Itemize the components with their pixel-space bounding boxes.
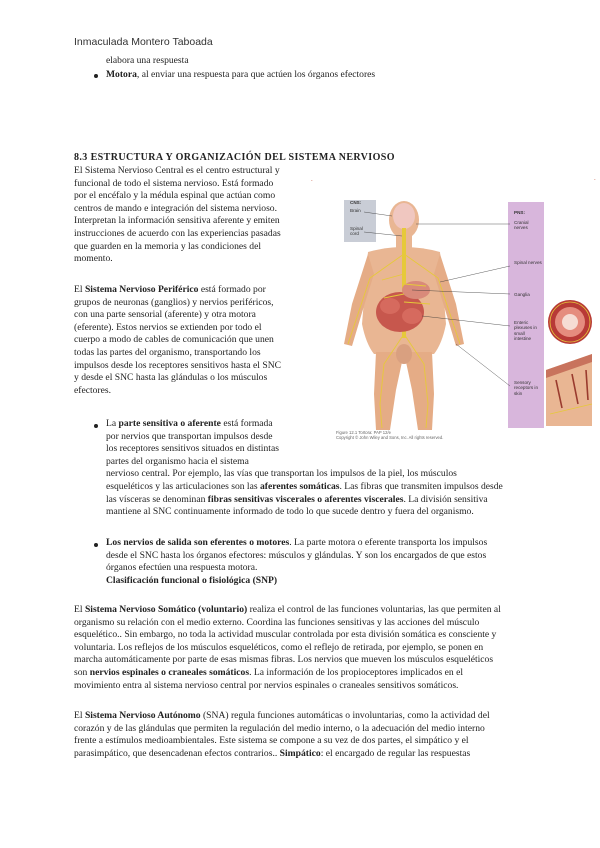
label-enteric-plexuses: Enteric plexuses in small intestine	[514, 320, 537, 342]
snc-line: El Sistema Nervioso Central es el centro estructural y	[74, 165, 280, 176]
snc-line: instrucciones de acuerdo con las experiencias pasadas	[74, 227, 281, 239]
bullet-dot	[94, 74, 98, 78]
label-spinal-nerves: Spinal nerves	[514, 260, 542, 265]
snp-line: con una parte sensorial (aferente) y otra motora	[74, 309, 256, 321]
bullet-motora: Motora, al enviar una respuesta para que actúen los órganos efectores	[106, 69, 376, 80]
bullet-motores: Los nervios de salida son eferentes o motores. La parte motora o eferente transporta los impulsos desde el SNC hasta los órganos efectores: músculos y glándulas. Y son los encargados de que estos órganos efectúen una respuesta motora. Clasificación funcional o fisiológica (SNP)	[106, 537, 488, 586]
figure-caption: Figure 12.1 Tortora: PAP 12/e Copyright © John Wiley and Sons, Inc. All rights reserved.	[336, 430, 444, 440]
snc-line: por el encéfalo y la médula espinal que actúan como	[74, 190, 276, 202]
snc-line: centros de mando e integración del sistema nervioso.	[74, 202, 278, 214]
snc-line: Interpretan la información sensitiva aferente y emiten	[74, 215, 280, 227]
label-brain: Brain	[350, 208, 361, 213]
snp-line: y desde el SNC hasta las glándulas o los músculos	[74, 372, 268, 384]
snc-paragraph	[74, 165, 324, 266]
nervous-system-figure	[330, 194, 596, 438]
snc-line: momento.	[74, 253, 113, 265]
snp-line: todas las partes del organismo, transportando los	[74, 346, 261, 358]
enteric-plexus-inset	[548, 300, 592, 344]
page-header-author: Inmaculada Montero Taboada	[74, 36, 213, 48]
label-spinal-cord: Spinal cord	[350, 226, 363, 237]
label-sensory-receptors: Sensory receptors in skin	[514, 380, 539, 396]
bullet-continuation: elabora una respuesta	[106, 55, 189, 66]
red-mark-left: ´	[311, 181, 313, 187]
snc-line: que guarden en la memoria y las condiciones del	[74, 240, 262, 252]
snp-line: impulsos desde los receptores sensitivos hasta el SNC	[74, 359, 282, 371]
somatico-paragraph: El Sistema Nervioso Somático (voluntario) realiza el control de las funciones voluntarias, las que permiten al organismo su relación con el medio externo. Coordina las funciones sensitivas y las acciones del músculo esquelético.. Sin embargo, no toda la actividad muscular controlada por esta división somática es consciente y voluntaria. Los reflejos de los músculos esqueléticos, como el reflejo de retirada, por ejemplo, se ponen en marcha automáticamente por parte de esas mismas fibras. Los nervios que mueven los músculos esqueléticos son nervios espinales o craneales somáticos. La información de los propioceptores implicados en el movimiento entra al sistema nervioso central por nervios espinales o craneales sensitivos somáticos.	[74, 604, 501, 691]
red-mark-right: ´	[594, 180, 596, 186]
skin-receptors-inset	[546, 354, 592, 426]
snp-line: efectores.	[74, 384, 112, 396]
autonomo-paragraph: El Sistema Nervioso Autónomo (SNA) regula funciones automáticas o involuntarias, como la actividad del corazón y de las glándulas que permiten la regulación del medio interno, o la adecuación del medio interno frente a estímulos medioambientales. Este sistema se compone a su vez de dos partes, el simpático y el parasimpático, que desencadenan efectos contrarios.. Simpático: el encargado de regular las respuestas	[74, 710, 490, 759]
bullet-dot	[94, 543, 98, 547]
snp-line: cuerpo a modo de cables de comunicación que unen	[74, 334, 274, 346]
snc-line: funcional de todo el sistema nervioso. Está formado	[74, 177, 274, 189]
label-ganglia: Ganglia	[514, 292, 530, 297]
label-pns: PNS:	[514, 210, 525, 215]
label-cns: CNS:	[350, 200, 362, 205]
snp-line: (eferente). Estos nervios se extienden por todo el	[74, 321, 262, 333]
snp-line-first: El Sistema Nervioso Periférico está formado por	[74, 284, 266, 295]
bullet-sensitiva: La parte sensitiva o aferente está formada por nervios que transportan impulsos desde los receptores sensitivos situados en distintas partes del organismo hacia el sistema nervioso central. Por ejemplo, las vías que transportan los impulsos de la piel, los músculos esqueléticos y las articulaciones son las aferentes somáticas. Las fibras que transmiten impulsos desde las vísceras se denominan fibras sensitivas viscerales o aferentes viscerales. La división sensitiva mantiene al SNC continuamente informado de todo lo que sucede dentro y fuera del organismo.	[106, 418, 503, 518]
section-title: 8.3 ESTRUCTURA Y ORGANIZACIÓN DEL SISTEMA NERVIOSO	[74, 152, 395, 163]
snp-line: grupos de neuronas (ganglios) y nervios periféricos,	[74, 296, 274, 308]
label-cranial-nerves: Cranial nerves	[514, 220, 529, 231]
snp-paragraph	[74, 284, 324, 397]
bullet-dot	[94, 424, 98, 428]
